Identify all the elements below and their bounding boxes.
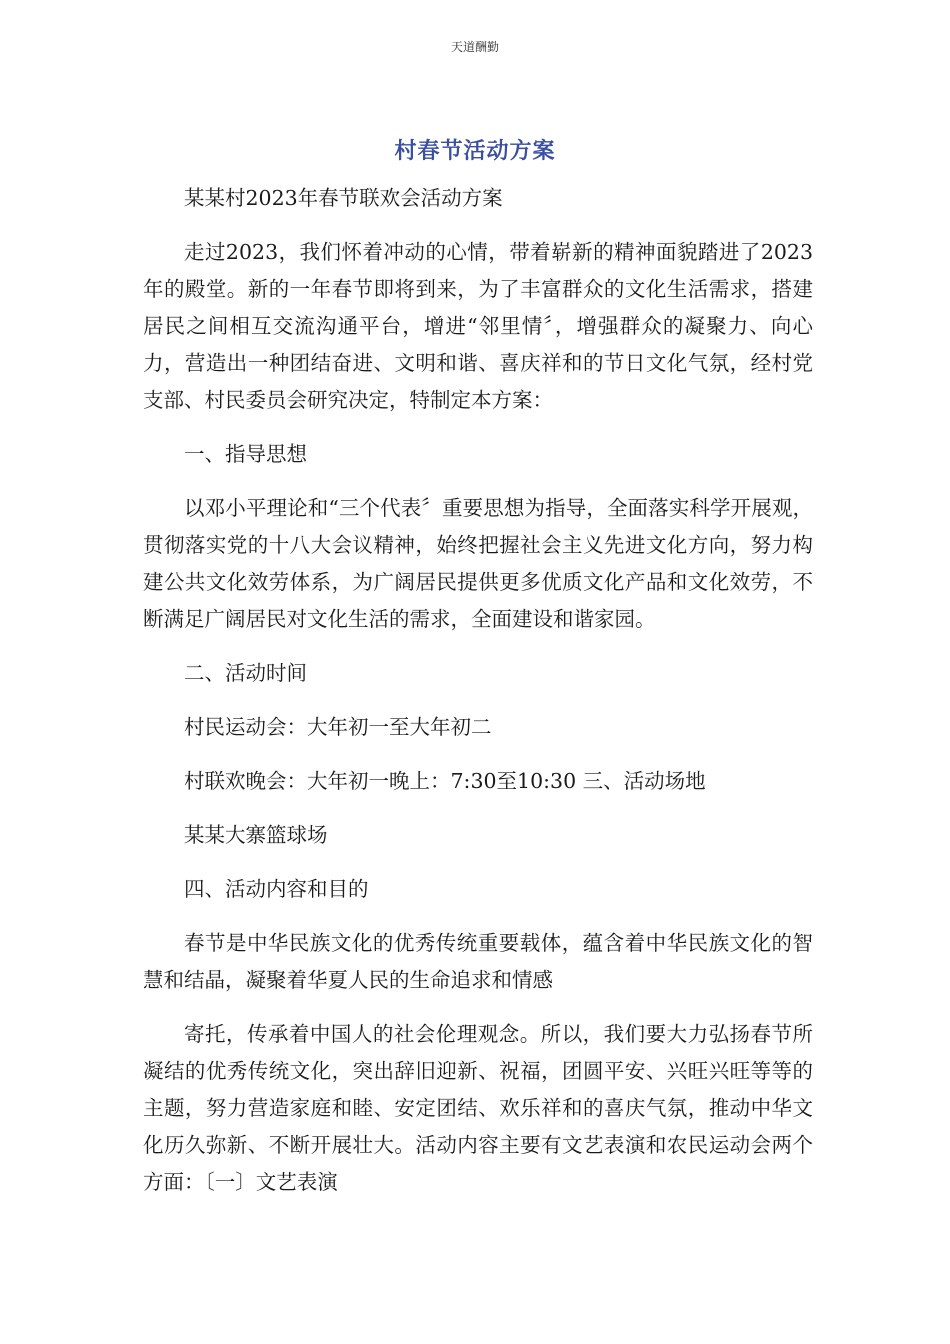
paragraph-venue: 某某大寨篮球场 [184, 823, 328, 847]
paragraph-spring-festival: 春节是中华民族文化的优秀传统重要载体，蕴含着中华民族文化的智慧和结晶，凝聚着华夏人民的生命追求和情感 [143, 931, 813, 992]
page-header: 天道酬勤 [450, 40, 499, 54]
section-heading-guiding-thought: 一、指导思想 [184, 442, 307, 466]
document-body [143, 180, 813, 1218]
paragraph-sports-meet-time: 村民运动会：大年初一至大年初二 [184, 715, 492, 739]
paragraph-intro: 走过2023，我们怀着冲动的心情，带着崭新的精神面貌踏进了2023年的殿堂。新的一年春节即将到来，为了丰富群众的文化生活需求，搭建居民之间相互交流沟通平台，增进“邻里情〞，增强群众的凝聚力、向心力，营造出一种团结奋进、文明和谐、喜庆祥和的节日文化气氛，经村党支部、村民委员会研究决定，特制定本方案： [143, 240, 813, 412]
paragraph-gala-time: 村联欢晚会：大年初一晚上：7:30至10:30 三、活动场地 [184, 769, 706, 793]
paragraph-tradition: 寄托，传承着中国人的社会伦理观念。所以，我们要大力弘扬春节所凝结的优秀传统文化，突出辞旧迎新、祝福，团圆平安、兴旺兴旺等等的主题，努力营造家庭和睦、安定团结、欢乐祥和的喜庆气氛，推动中华文化历久弥新、不断开展壮大。活动内容主要有文艺表演和农民运动会两个方面：〔一〕文艺表演 [143, 1022, 813, 1194]
section-heading-activity-time: 二、活动时间 [184, 661, 307, 685]
document-title: 村春节活动方案 [394, 139, 556, 164]
paragraph-guiding-thought: 以邓小平理论和“三个代表〞重要思想为指导，全面落实科学开展观，贯彻落实党的十八大会议精神，始终把握社会主义先进文化方向，努力构建公共文化效劳体系，为广阔居民提供更多优质文化产品和文化效劳，不断满足广阔居民对文化生活的需求，全面建设和谐家园。 [143, 496, 813, 631]
paragraph-subtitle: 某某村2023年春节联欢会活动方案 [184, 186, 503, 210]
section-heading-content-purpose: 四、活动内容和目的 [184, 877, 369, 901]
